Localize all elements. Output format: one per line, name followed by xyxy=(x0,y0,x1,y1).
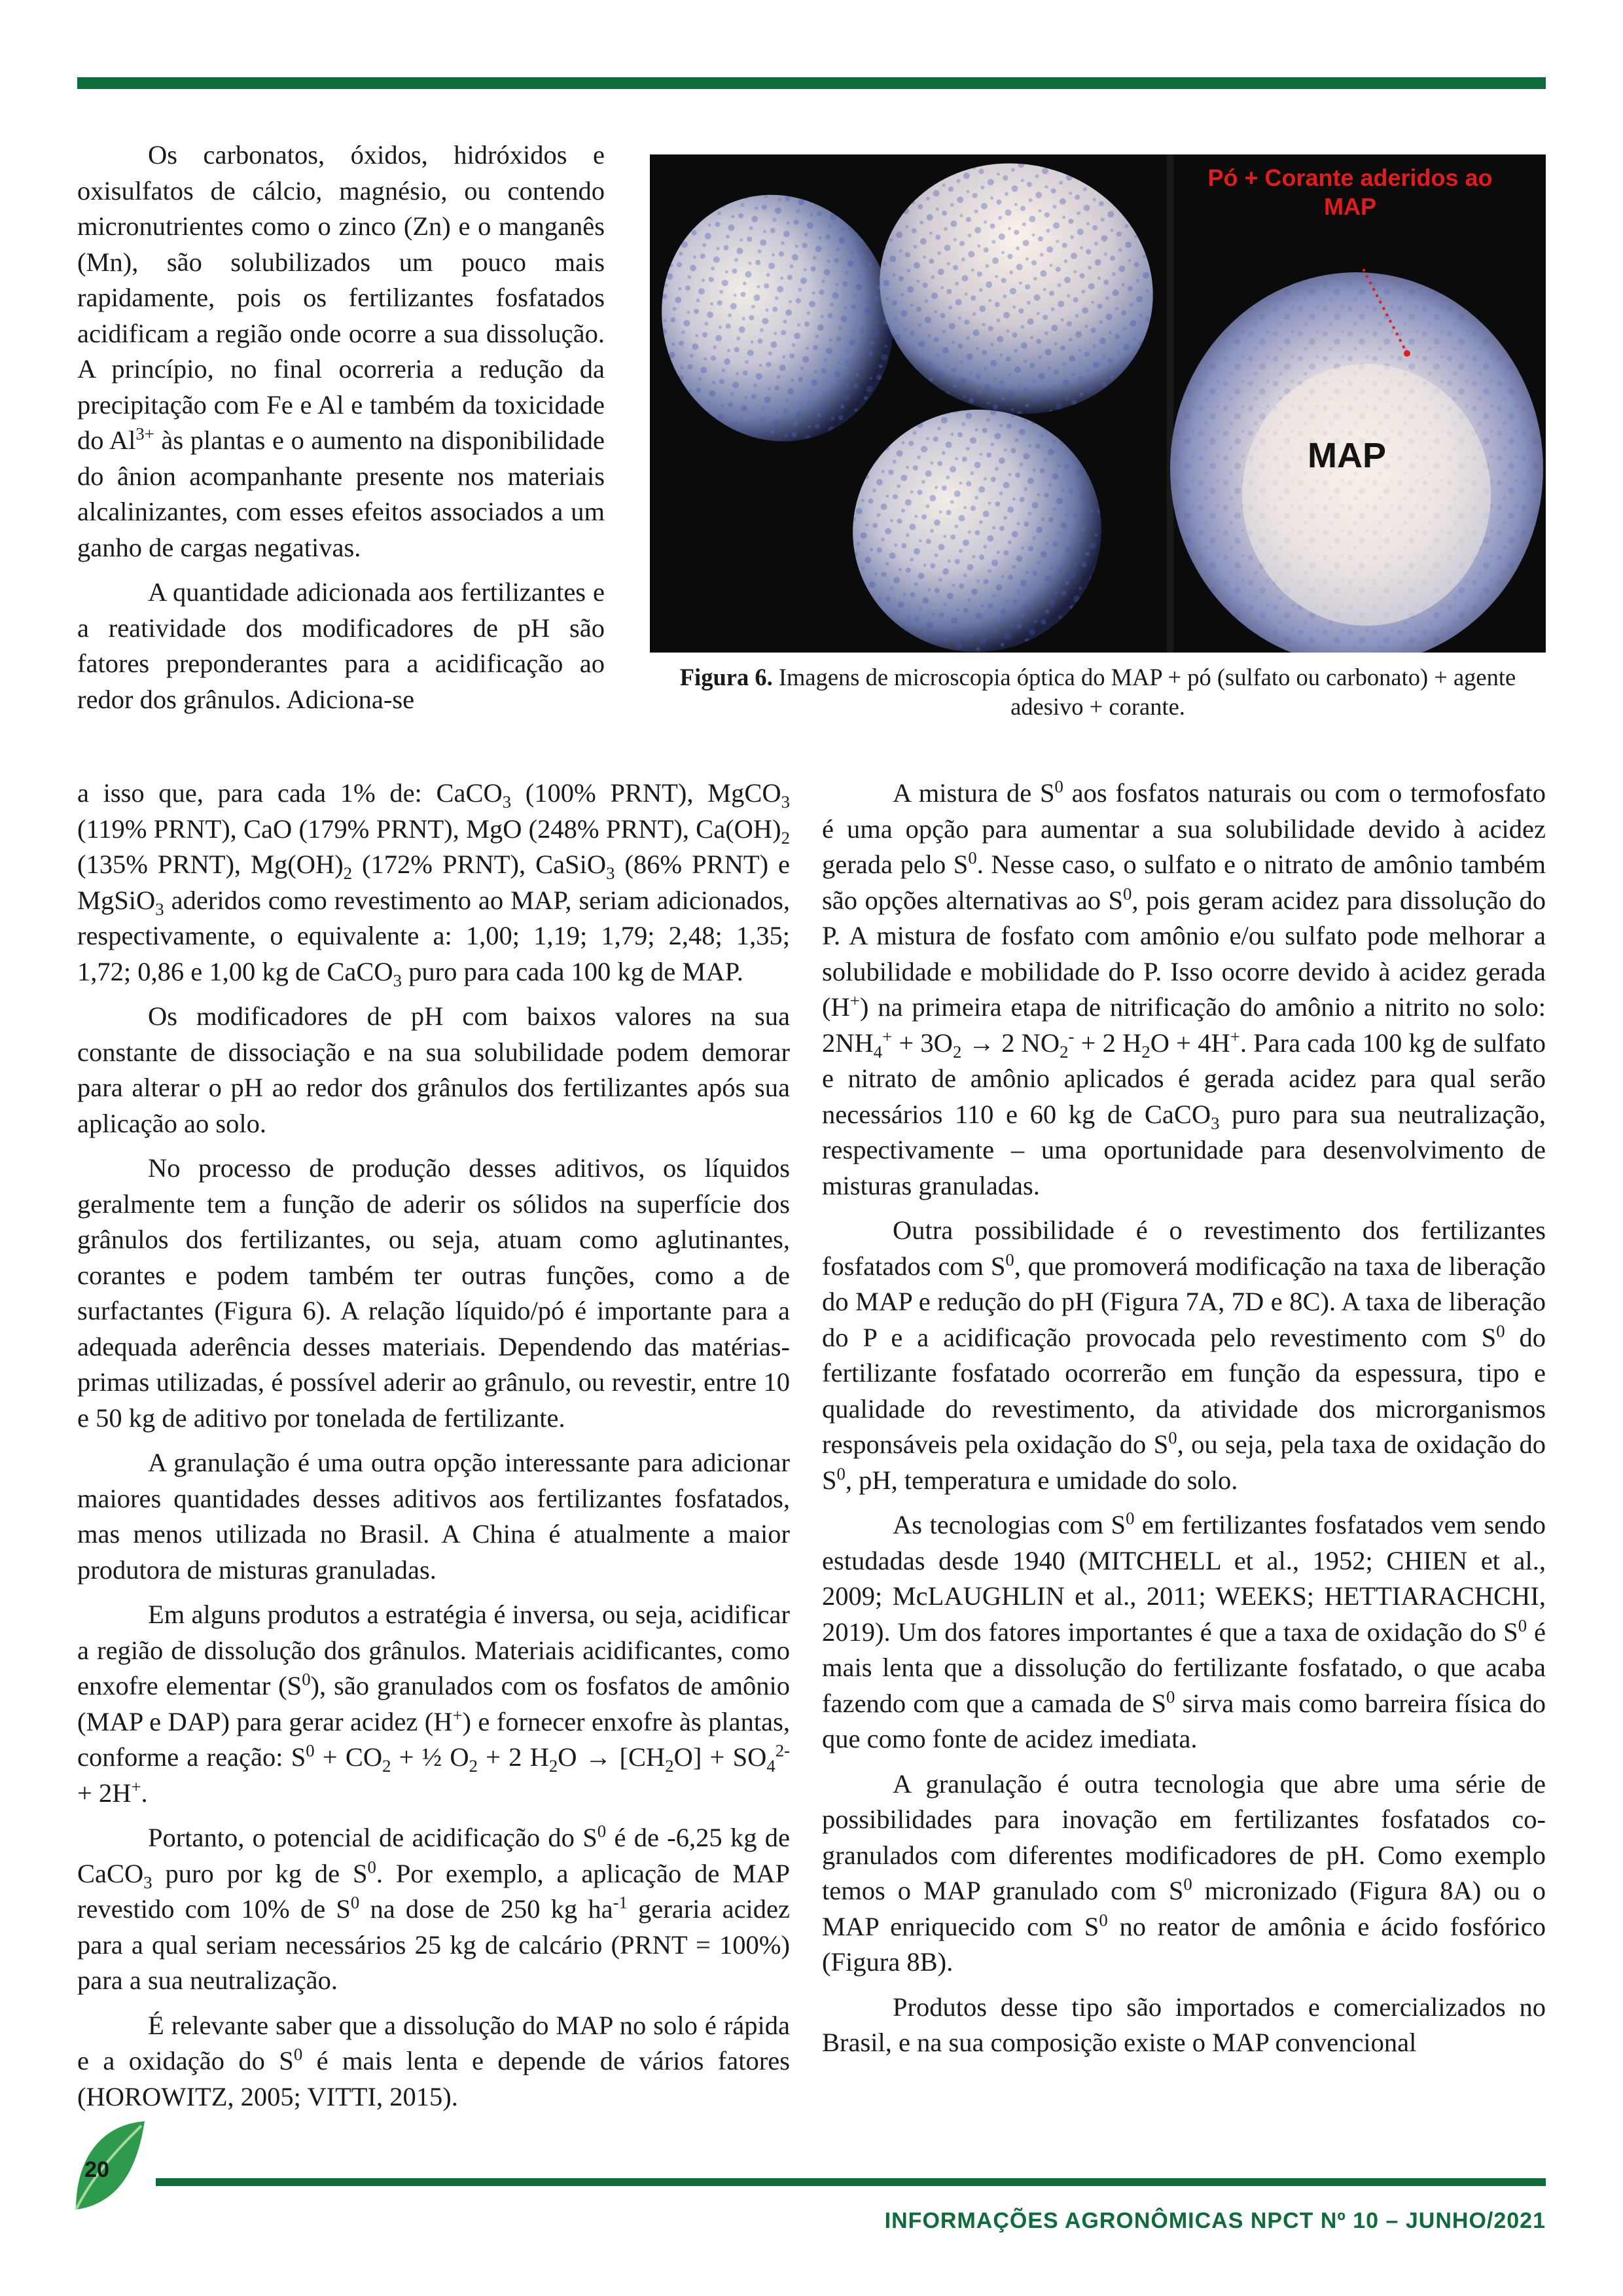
paragraph: É relevante saber que a dissolução do MAP no solo é rápida e a oxidação do $S^0$ é mais lenta e depende de vários fatores (HOROWITZ, 2005; VITTI, 2015). xyxy=(77,2010,790,2111)
top-rule xyxy=(77,77,1546,89)
caption-label: Figura 6. xyxy=(679,664,773,691)
paragraph: A granulação é uma outra opção interessante para adicionar maiores quantidades desses aditivos aos fertilizantes fosfatados, mas menos utilizada no Brasil. A China é atualmente a maior produtora de misturas granuladas. xyxy=(77,1448,790,1585)
paragraph: a isso que, para cada 1% de: CaCO$_3$ (100% PRNT), MgCO$_3$ (119% PRNT), CaO (179% PRNT), MgO (248% PRNT), $Ca(OH)_2$ (135% PRNT), $Mg(OH)_2$ (172% PRNT), CaSiO$_3$ (86% PRNT) e MgSiO$_3$ aderidos como revestimento ao MAP, seriam adicionados, respectivamente, o equivalente a: 1,00; 1,19; 1,79; 2,48; 1,35; 1,72; 0,86 e 1,00 kg de CaCO$_3$ puro para cada 100 kg de MAP. xyxy=(77,778,791,990)
paragraph: As tecnologias com $S^0$ em fertilizantes fosfatados vem sendo estudadas desde 1940 (MITCHELL et al., 1952; CHIEN et al., 2009; McLAUGHLIN et al., 2011; WEEKS; HETTIARACHCHI, 2019). Um dos fatores importantes é que a taxa de oxidação do $S^0$ é mais lenta que a dissolução do fertilizante fosfatado, o que acaba fazendo com que a camada de $S^0$ sirva mais como barreira física do que como fonte de acidez imediata. xyxy=(822,1508,1546,1753)
right-column xyxy=(822,776,1546,2061)
figure-6-microscopy-image xyxy=(650,154,1546,653)
microscopy-photo xyxy=(650,154,1546,653)
page-number: 20 xyxy=(84,2157,109,2182)
paragraph: No processo de produção desses aditivos, os líquidos geralmente tem a função de aderir os sólidos na superfície dos grânulos dos fertilizantes, ou seja, atuam como aglutinantes, corantes e podem também ter outras funções, como a de surfactantes (Figura 6). A relação líquido/pó é importante para a adequada aderência desses materiais. Dependendo das matérias-primas utilizadas, é possível aderir ao grânulo, ou revestir, entre 10 e 50 kg de aditivo por tonelada de fertilizante. xyxy=(77,1153,790,1433)
paragraph: Os modificadores de pH com baixos valores na sua constante de dissociação e na sua solubilidade podem demorar para alterar o pH ao redor dos grânulos dos fertilizantes após sua aplicação ao solo. xyxy=(77,1001,790,1138)
paragraph: Em alguns produtos a estratégia é inversa, ou seja, acidificar a região de dissolução dos grânulos. Materiais acidificantes, como enxofre elementar $(S^0)$, são granulados com os fosfatos de amônio (MAP e DAP) para gerar acidez (H+) e fornecer enxofre às plantas, conforme a reação: $S^0 + CO_2$ + ½ $O_2 + 2$ $H_2O \to [CH_2O] + SO_4^{2-} + 2H^+$. xyxy=(77,1600,790,1808)
caption-text: Imagens de microscopia óptica do MAP + pó (sulfato ou carbonato) + agente adesivo + corante. xyxy=(778,664,1516,720)
paragraph: A quantidade adicionada aos fertilizantes e a reatividade dos modificadores de pH são fatores preponderantes para a acidificação ao redor dos grânulos. Adiciona-se xyxy=(77,577,605,714)
paragraph: Portanto, o potencial de acidificação do $S^0$ é de -6,25 kg de CaCO$_3$ puro por kg de $S^0$. Por exemplo, a aplicação de MAP revestido com 10% de $S^0$ na dose de 250 kg $ha^{-1}$ geraria acidez para a qual seriam necessários 25 kg de calcário (PRNT = 100%) para a sua neutralização. xyxy=(77,1821,791,1995)
paragraph: A granulação é outra tecnologia que abre uma série de possibilidades para inovação em fertilizantes fosfatados co-granulados com diferentes modificadores de pH. Como exemplo temos o MAP granulado com $S^0$ micronizado (Figura 8A) ou o MAP enriquecido com $S^0$ no reator de amônia e ácido fosfórico (Figura 8B). xyxy=(822,1768,1546,1977)
callout-label-line-2: MAP xyxy=(1324,193,1376,220)
callout-label-line-1: Pó + Corante aderidos ao xyxy=(1207,164,1493,191)
journal-footer: INFORMAÇÕES AGRONÔMICAS NPCT Nº 10 – JUNHO/2021 xyxy=(884,2208,1546,2233)
paragraph: Produtos desse tipo são importados e comercializados no Brasil, e na sua composição existe o MAP convencional xyxy=(822,1992,1546,2057)
paragraph: Os carbonatos, óxidos, hidróxidos e oxisulfatos de cálcio, magnésio, ou contendo micronutrientes como o zinco (Zn) e o manganês (Mn), são solubilizados um pouco mais rapidamente, pois os fertilizantes fosfatados acidificam a região onde ocorre a sua dissolução. A princípio, no final ocorreria a redução da precipitação com Fe e Al e também da toxicidade do $Al^{3+}$ às plantas e o aumento na disponibilidade do ânion acompanhante presente nos materiais alcalinizantes, com esses efeitos associados a um ganho de cargas negativas. xyxy=(77,140,605,562)
left-column xyxy=(77,776,790,2124)
map-label: MAP xyxy=(1308,436,1386,475)
figure-caption xyxy=(650,662,1546,721)
left-column-top xyxy=(77,137,605,717)
paragraph: Outra possibilidade é o revestimento dos fertilizantes fosfatados com $S^0$, que promoverá modificação na taxa de liberação do MAP e redução do pH (Figura 7A, 7D e 8C). A taxa de liberação do P e a acidificação provocada pelo revestimento com $S^0$ do fertilizante fosfatado ocorrerão em função da espessura, tipo e qualidade do revestimento, da atividade dos microrganismos responsáveis pela oxidação do $S^0$, ou seja, pela taxa de oxidação do $S^0$, pH, temperatura e umidade do solo. xyxy=(822,1215,1546,1495)
paragraph: A mistura de $S^0$ aos fosfatos naturais ou com o termofosfato é uma opção para aumentar a sua solubilidade devido à acidez gerada pelo $S^0$. Nesse caso, o sulfato e o nitrato de amônio também são opções alternativas ao $S^0$, pois geram acidez para dissolução do P. A mistura de fosfato com amônio e/ou sulfato pode melhorar a solubilidade e mobilidade do P. Isso ocorre devido à acidez gerada (H+) na primeira etapa de nitrificação do amônio a nitrito no solo: $2NH_4^+ + 3O_2 \to 2$ $NO_2^- + 2$ $H_2O + 4H^+$. Para cada 100 kg de sulfato e nitrato de amônio aplicados é gerada acidez para qual serão necessários 110 e 60 kg de CaCO$_3$ puro para sua neutralização, respectivamente – uma oportunidade para desenvolvimento de misturas granuladas. xyxy=(822,776,1546,1200)
bottom-rule xyxy=(156,2178,1546,2186)
